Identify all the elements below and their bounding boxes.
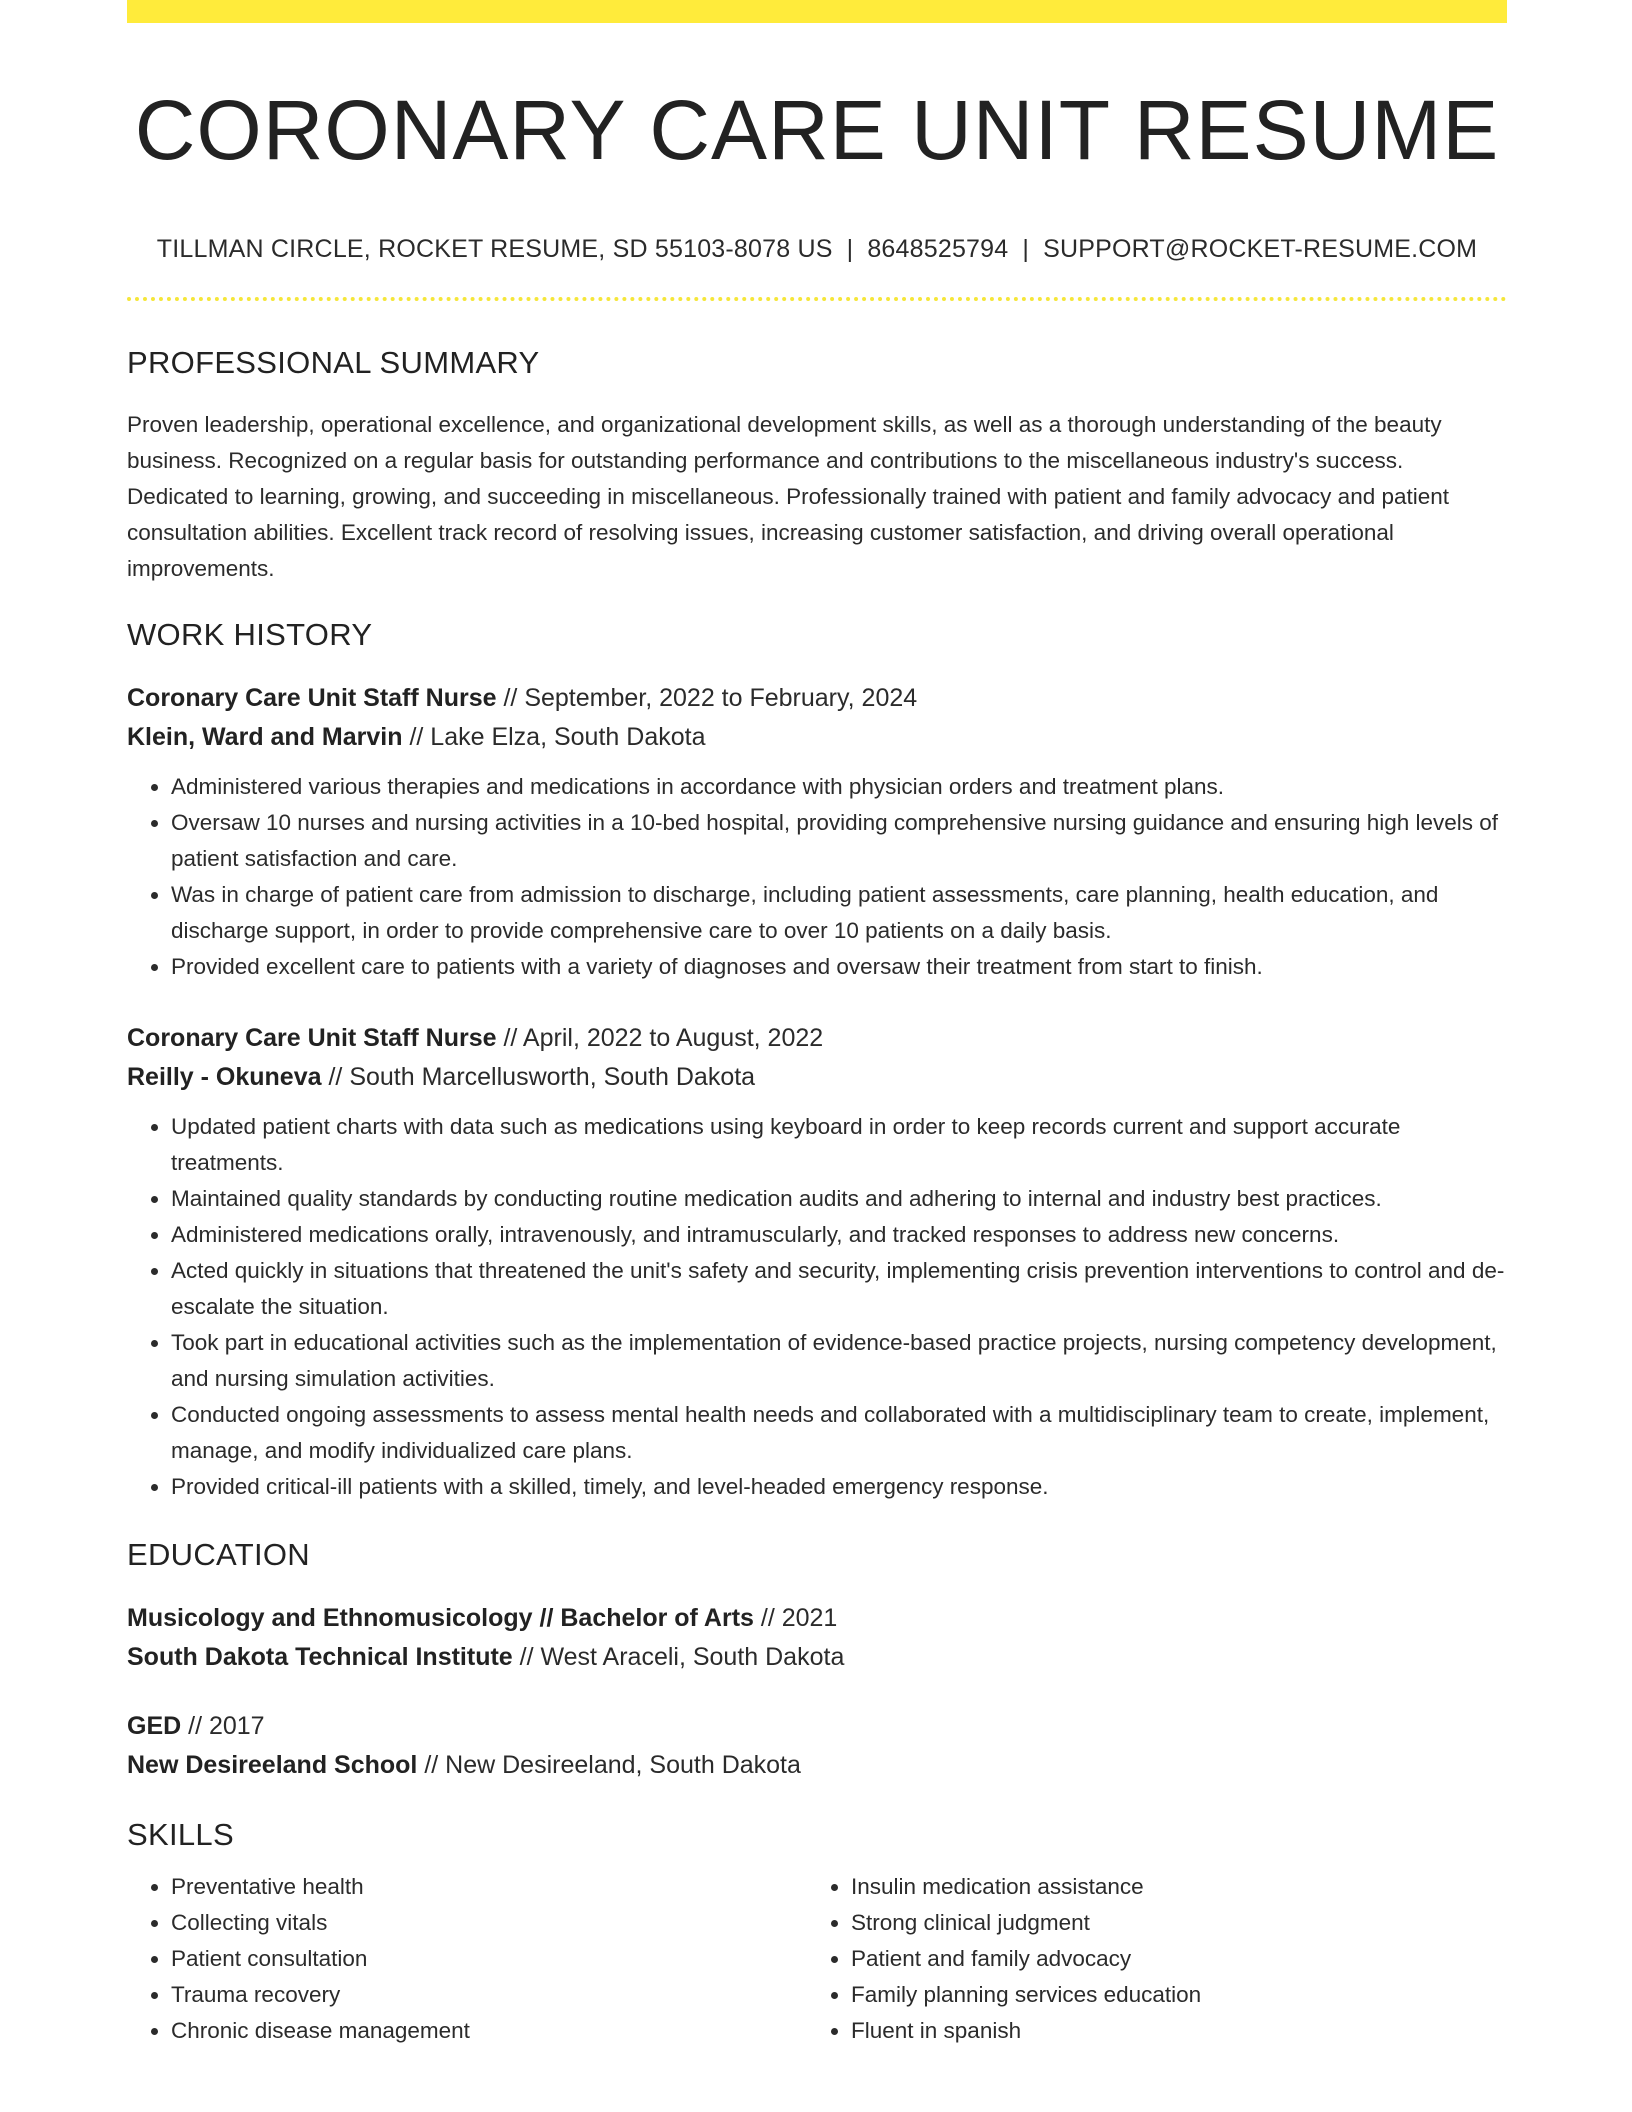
education-year: // 2021 <box>753 1604 838 1632</box>
education-degree: Musicology and Ethnomusicology // Bachelor of Arts <box>127 1604 754 1632</box>
skills-list <box>127 1869 1507 2049</box>
skill-item: • Preventative health <box>171 1869 807 1905</box>
contact-separator: | <box>1022 235 1030 263</box>
job-duty: • Was in charge of patient care from admission to discharge, including patient assessments, care planning, health education, and discharge support, in order to provide comprehensive care to over 10 patients on a daily basis. <box>171 877 1507 949</box>
education-year: // 2017 <box>181 1712 265 1740</box>
skill-item: • Chronic disease management <box>171 2013 807 2049</box>
job-title-line <box>127 1019 1507 1058</box>
job-employer: Klein, Ward and Marvin <box>127 723 403 751</box>
job-location: // South Marcellusworth, South Dakota <box>321 1063 756 1091</box>
skills-heading: SKILLS <box>127 1817 234 1852</box>
education-location: // New Desireeland, South Dakota <box>417 1751 801 1779</box>
job-duties <box>127 1109 1507 1505</box>
contact-phone: 8648525794 <box>867 235 1009 263</box>
job-duty: • Acted quickly in situations that threatened the unit's safety and security, implementing crisis prevention interventions to control and de-escalate the situation. <box>171 1253 1507 1325</box>
job-entry <box>127 1019 1507 1505</box>
job-duty: • Conducted ongoing assessments to assess mental health needs and collaborated with a multidisciplinary team to create, implement, manage, and modify individualized care plans. <box>171 1397 1507 1469</box>
skill-item: • Collecting vitals <box>171 1905 807 1941</box>
education-school-line <box>127 1638 1507 1677</box>
work-history-heading: WORK HISTORY <box>127 617 373 652</box>
job-duty: • Administered medications orally, intravenously, and intramuscularly, and tracked responses to address new concerns. <box>171 1217 1507 1253</box>
skill-item: • Fluent in spanish <box>851 2013 1487 2049</box>
skill-item: • Strong clinical judgment <box>851 1905 1487 1941</box>
education-school-line <box>127 1746 1507 1785</box>
education-entry <box>127 1599 1507 1677</box>
job-location: // Lake Elza, South Dakota <box>402 723 706 751</box>
education-degree-line <box>127 1707 1507 1746</box>
job-duty: • Provided critical-ill patients with a skilled, timely, and level-headed emergency response. <box>171 1469 1507 1505</box>
job-dates: // April, 2022 to August, 2022 <box>496 1024 824 1052</box>
resume-title: CORONARY CARE UNIT RESUME <box>134 83 1500 177</box>
contact-separator: | <box>846 235 854 263</box>
contact-address: TILLMAN CIRCLE, ROCKET RESUME, SD 55103-8078 US <box>156 235 833 263</box>
job-duties <box>127 769 1507 985</box>
job-duty: • Provided excellent care to patients with a variety of diagnoses and oversaw their treatment from start to finish. <box>171 949 1507 985</box>
job-dates: // September, 2022 to February, 2024 <box>496 684 918 712</box>
education-heading: EDUCATION <box>127 1537 310 1572</box>
education-entry <box>127 1707 1507 1785</box>
dotted-divider <box>127 297 1507 301</box>
skill-item: • Family planning services education <box>851 1977 1487 2013</box>
skills-column-left <box>127 1869 807 2049</box>
education-degree-line <box>127 1599 1507 1638</box>
skill-item: • Patient consultation <box>171 1941 807 1977</box>
job-title: Coronary Care Unit Staff Nurse <box>127 684 497 712</box>
job-employer: Reilly - Okuneva <box>127 1063 322 1091</box>
job-employer-line <box>127 1058 1507 1097</box>
education-location: // West Araceli, South Dakota <box>512 1643 845 1671</box>
job-duty: • Maintained quality standards by conducting routine medication audits and adhering to internal and industry best practices. <box>171 1181 1507 1217</box>
job-duty: • Updated patient charts with data such as medications using keyboard in order to keep records current and support accurate treatments. <box>171 1109 1507 1181</box>
summary-text: Proven leadership, operational excellence, and organizational development skills, as well as a thorough understanding of the beauty business. Recognized on a regular basis for outstanding performance and contributions to the miscellaneous industry's success. Dedicated to learning, growing, and succeeding in miscellaneous. Professionally trained with patient and family advocacy and patient consultation abilities. Excellent track record of resolving issues, increasing customer satisfaction, and driving overall operational improvements. <box>127 412 1450 581</box>
contact-email: SUPPORT@ROCKET-RESUME.COM <box>1043 235 1478 263</box>
job-entry <box>127 679 1507 985</box>
contact-info <box>127 234 1507 264</box>
job-title: Coronary Care Unit Staff Nurse <box>127 1024 497 1052</box>
job-duty: • Took part in educational activities such as the implementation of evidence-based practice projects, nursing competency development, and nursing simulation activities. <box>171 1325 1507 1397</box>
skill-item: • Patient and family advocacy <box>851 1941 1487 1977</box>
education-degree: GED <box>127 1712 182 1740</box>
skill-item: • Trauma recovery <box>171 1977 807 2013</box>
education-school: New Desireeland School <box>127 1751 418 1779</box>
skill-item: • Insulin medication assistance <box>851 1869 1487 1905</box>
job-duty: • Oversaw 10 nurses and nursing activities in a 10-bed hospital, providing comprehensive nursing guidance and ensuring high levels of patient satisfaction and care. <box>171 805 1507 877</box>
job-employer-line <box>127 718 1507 757</box>
education-school: South Dakota Technical Institute <box>127 1643 513 1671</box>
job-title-line <box>127 679 1507 718</box>
resume-content <box>127 0 1507 2049</box>
job-duty: • Administered various therapies and medications in accordance with physician orders and treatment plans. <box>171 769 1507 805</box>
summary-heading: PROFESSIONAL SUMMARY <box>127 345 540 380</box>
skills-column-right <box>807 1869 1487 2049</box>
